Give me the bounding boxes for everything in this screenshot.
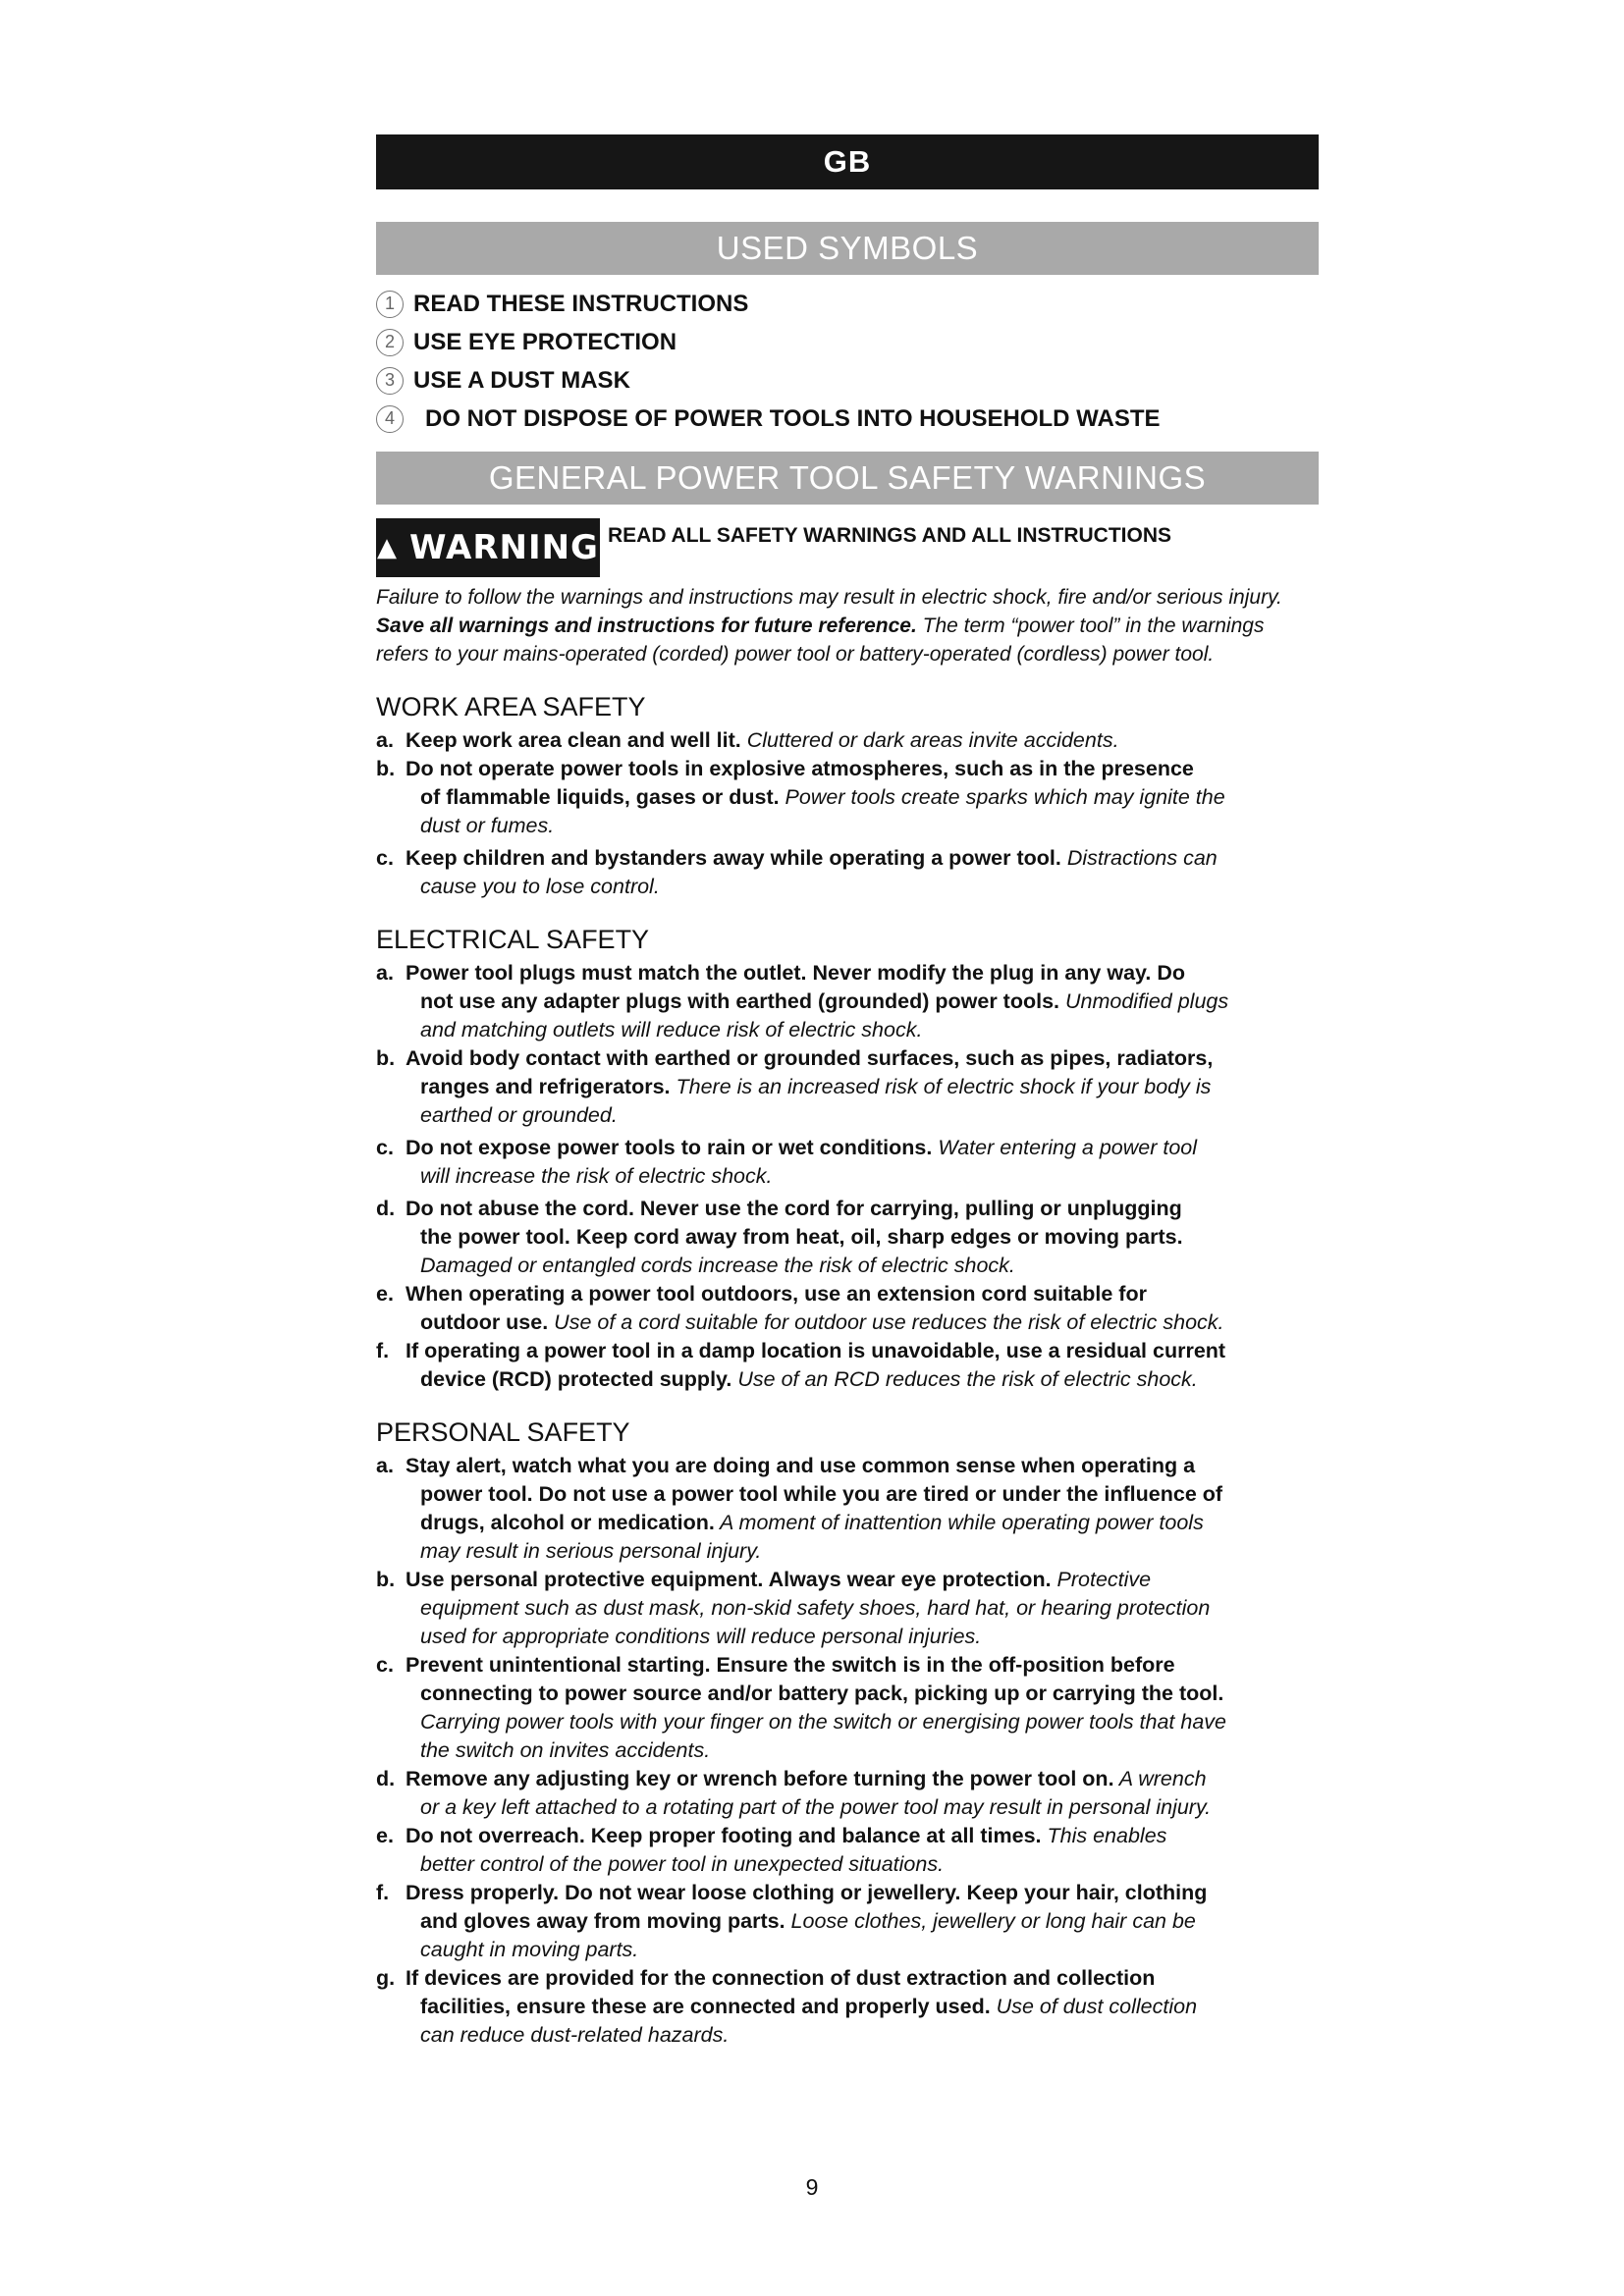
item-italic: A wrench — [1113, 1767, 1207, 1790]
item-italic: There is an increased risk of electric shock if your body is — [670, 1075, 1212, 1098]
personal-item-g — [376, 1964, 1319, 2050]
item-italic: will increase the risk of electric shock. — [420, 1164, 773, 1188]
item-bold: facilities, ensure these are connected and properly used. — [420, 1995, 991, 2018]
item-bold: If operating a power tool in a damp location is unavoidable, use a residual current — [406, 1339, 1226, 1362]
item-italic: Power tools create sparks which may ignite the — [779, 785, 1225, 809]
warning-badge — [376, 518, 600, 577]
symbols-list — [376, 285, 1319, 438]
item-bold: of flammable liquids, gases or dust. — [420, 785, 780, 809]
item-italic: dust or fumes. — [420, 814, 555, 837]
electrical-item-e — [376, 1280, 1319, 1337]
item-italic: equipment such as dust mask, non-skid safety shoes, hard hat, or hearing protection — [420, 1596, 1211, 1620]
item-italic: Use of a cord suitable for outdoor use reduces the risk of electric shock. — [548, 1310, 1224, 1334]
item-italic: Water entering a power tool — [932, 1136, 1198, 1159]
item-bold: the power tool. Keep cord away from heat, oil, sharp edges or moving parts. — [420, 1225, 1183, 1249]
warning-triangle-icon: ▲ — [377, 533, 399, 562]
item-italic: Damaged or entangled cords increase the risk of electric shock. — [420, 1254, 1015, 1277]
item-bold: not use any adapter plugs with earthed (grounded) power tools. — [420, 989, 1060, 1013]
item-label: e. — [376, 1824, 394, 1847]
item-bold: Do not operate power tools in explosive atmospheres, such as in the presence — [406, 757, 1194, 780]
item-bold: Stay alert, watch what you are doing and use common sense when operating a — [406, 1454, 1196, 1477]
item-italic: This enables — [1041, 1824, 1167, 1847]
item-italic: can reduce dust-related hazards. — [420, 2023, 730, 2047]
used-symbols-header — [376, 222, 1319, 275]
item-label: g. — [376, 1966, 396, 1990]
item-italic: the switch on invites accidents. — [420, 1738, 711, 1762]
intro-text-2: The term “power tool” in the warnings refers to your mains-operated (corded) power tool or battery-operated (cordless) power tool. — [376, 614, 1265, 666]
item-italic: Use of dust collection — [990, 1995, 1198, 2018]
item-bold: power tool. Do not use a power tool while you are tired or under the influence of — [420, 1482, 1223, 1506]
symbol-item — [376, 400, 1319, 438]
electrical-item-c — [376, 1134, 1319, 1191]
item-italic: Unmodified plugs — [1059, 989, 1229, 1013]
item-bold: outdoor use. — [420, 1310, 549, 1334]
personal-item-f — [376, 1879, 1319, 1964]
symbol-item — [376, 361, 1319, 400]
symbol-text: USE EYE PROTECTION — [413, 328, 677, 355]
item-italic: Loose clothes, jewellery or long hair can be — [785, 1909, 1196, 1933]
personal-item-e — [376, 1822, 1319, 1879]
item-bold: Remove any adjusting key or wrench before turning the power tool on. — [406, 1767, 1114, 1790]
item-bold: and gloves away from moving parts. — [420, 1909, 785, 1933]
item-italic: and matching outlets will reduce risk of electric shock. — [420, 1018, 923, 1041]
personal-title: PERSONAL SAFETY — [376, 1417, 630, 1447]
item-italic: may result in serious personal injury. — [420, 1539, 762, 1563]
item-bold: If devices are provided for the connection of dust extraction and collection — [406, 1966, 1156, 1990]
electrical-item-d — [376, 1195, 1319, 1280]
circled-number-4-icon: 4 — [376, 405, 404, 433]
item-italic: better control of the power tool in unexpected situations. — [420, 1852, 945, 1876]
item-italic: used for appropriate conditions will reduce personal injuries. — [420, 1625, 982, 1648]
item-italic: Use of an RCD reduces the risk of electric shock. — [731, 1367, 1198, 1391]
general-warnings-header — [376, 452, 1319, 505]
page-number: 9 — [805, 2174, 819, 2200]
item-label: a. — [376, 1454, 394, 1477]
warning-badge-label: WARNING — [409, 528, 599, 567]
item-label: b. — [376, 757, 396, 780]
item-italic: Protective — [1051, 1568, 1152, 1591]
electrical-item-b — [376, 1044, 1319, 1130]
personal-item-a — [376, 1452, 1319, 1566]
item-bold: Keep work area clean and well lit. — [406, 728, 741, 752]
circled-number-2-icon: 2 — [376, 329, 404, 356]
circled-number-3-icon: 3 — [376, 367, 404, 395]
item-bold: When operating a power tool outdoors, use an extension cord suitable for — [406, 1282, 1147, 1306]
item-italic: A moment of inattention while operating power tools — [714, 1511, 1204, 1534]
warning-row — [376, 518, 1319, 577]
circled-number-1-icon: 1 — [376, 291, 404, 318]
item-label: e. — [376, 1282, 394, 1306]
item-italic: caught in moving parts. — [420, 1938, 639, 1961]
item-label: d. — [376, 1767, 396, 1790]
item-label: a. — [376, 961, 394, 985]
item-bold: Do not abuse the cord. Never use the cord for carrying, pulling or unplugging — [406, 1197, 1182, 1220]
item-bold: Avoid body contact with earthed or grounded surfaces, such as pipes, radiators, — [406, 1046, 1214, 1070]
item-bold: Dress properly. Do not wear loose clothing or jewellery. Keep your hair, clothing — [406, 1881, 1208, 1904]
symbol-item — [376, 323, 1319, 361]
language-header — [376, 134, 1319, 189]
item-label: a. — [376, 728, 394, 752]
item-bold: connecting to power source and/or battery pack, picking up or carrying the tool. — [420, 1682, 1224, 1705]
electrical-item-a — [376, 959, 1319, 1044]
item-bold: Do not overreach. Keep proper footing and balance at all times. — [406, 1824, 1042, 1847]
symbol-text: READ THESE INSTRUCTIONS — [413, 290, 749, 317]
item-bold: Power tool plugs must match the outlet. Never modify the plug in any way. Do — [406, 961, 1185, 985]
work-area-item-b — [376, 755, 1319, 840]
item-italic: Distractions can — [1060, 846, 1218, 870]
language-code: GB — [823, 144, 872, 179]
item-bold: device (RCD) protected supply. — [420, 1367, 732, 1391]
used-symbols-title: USED SYMBOLS — [716, 230, 979, 266]
electrical-title: ELECTRICAL SAFETY — [376, 925, 650, 954]
item-label: b. — [376, 1568, 396, 1591]
intro-paragraph — [376, 583, 1319, 668]
item-bold: Keep children and bystanders away while operating a power tool. — [406, 846, 1061, 870]
symbol-item — [376, 285, 1319, 323]
page-content — [376, 134, 1319, 2050]
item-bold: ranges and refrigerators. — [420, 1075, 671, 1098]
item-label: d. — [376, 1197, 396, 1220]
work-area-title: WORK AREA SAFETY — [376, 692, 646, 721]
item-label: f. — [376, 1339, 390, 1362]
item-italic: earthed or grounded. — [420, 1103, 618, 1127]
warning-text: READ ALL SAFETY WARNINGS AND ALL INSTRUCTIONS — [608, 524, 1172, 547]
personal-item-d — [376, 1765, 1319, 1822]
item-bold: Use personal protective equipment. Always wear eye protection. — [406, 1568, 1052, 1591]
intro-text-1: Failure to follow the warnings and instructions may result in electric shock, fire and/or serious injury. — [376, 586, 1282, 609]
work-area-item-c — [376, 844, 1319, 901]
personal-item-c — [376, 1651, 1319, 1765]
item-bold: Do not expose power tools to rain or wet conditions. — [406, 1136, 933, 1159]
item-italic: Cluttered or dark areas invite accidents. — [740, 728, 1119, 752]
general-warnings-title: GENERAL POWER TOOL SAFETY WARNINGS — [488, 459, 1207, 496]
item-label: c. — [376, 1136, 394, 1159]
item-label: f. — [376, 1881, 390, 1904]
item-bold: drugs, alcohol or medication. — [420, 1511, 715, 1534]
symbol-text: DO NOT DISPOSE OF POWER TOOLS INTO HOUSEHOLD WASTE — [425, 404, 1161, 432]
item-italic: or a key left attached to a rotating part of the power tool may result in personal injury. — [420, 1795, 1212, 1819]
item-italic: cause you to lose control. — [420, 875, 660, 898]
work-area-item-a — [376, 726, 1319, 755]
item-label: c. — [376, 846, 394, 870]
electrical-item-f — [376, 1337, 1319, 1394]
item-label: b. — [376, 1046, 396, 1070]
symbol-text: USE A DUST MASK — [413, 366, 630, 394]
item-bold: Prevent unintentional starting. Ensure the switch is in the off-position before — [406, 1653, 1175, 1677]
intro-bold: Save all warnings and instructions for future reference. — [376, 614, 917, 637]
personal-item-b — [376, 1566, 1319, 1651]
item-label: c. — [376, 1653, 394, 1677]
item-italic: Carrying power tools with your finger on the switch or energising power tools that have — [420, 1710, 1226, 1734]
